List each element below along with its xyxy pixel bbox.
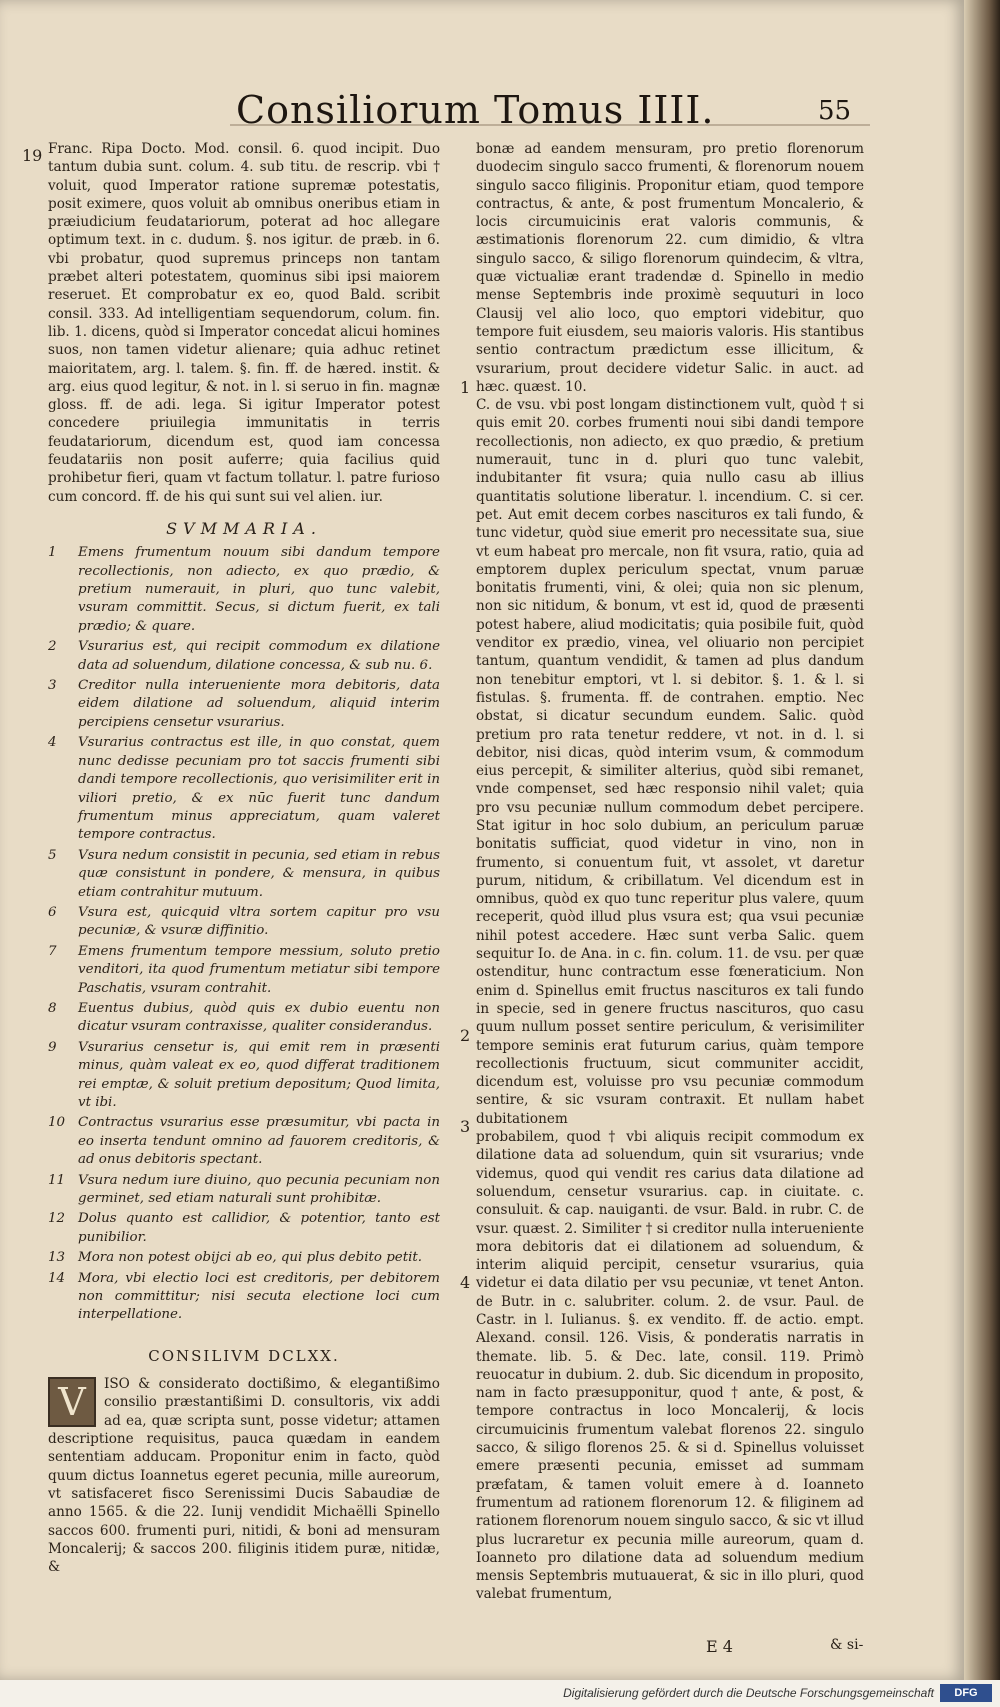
summaria-item [48,734,440,844]
summaria-heading: SVMMARIA. [166,518,322,538]
summaria-item-number: 5 [48,847,57,863]
summaria-item-number: 9 [48,1039,57,1055]
summaria-item [48,1210,440,1247]
summaria-item-text: Vsura nedum consistit in pecunia, sed etiam in rebus quæ consistunt in pondere, & mensura, in quibus etiam contrahitur mutuum. [78,847,440,900]
catchword: & si- [830,1637,864,1653]
summaria-item-text: Dolus quanto est callidior, & potentior, tanto est punibilior. [78,1211,440,1245]
right-paragraph-1: bonæ ad eandem mensuram, pro pretio florenorum duodecim singulo sacco frumenti, & florenorum nouem singulo sacco filiginis. Proponitur etiam, quod tempore contractus, & ante, & post frumentum Moncalerio, & locis circumuicinis erat valoris communis, & æstimationis florenorum 22. cum dimidio, & vltra singulo sacco, & siligo florenorum quindecim, & vltra, quæ victualiæ erant tradendæ d. Spinello in medio mense Septembris inde proximè sequuturi in loco Clausij vel alio loco, quo emptori videbitur, quo tempore fuit eiusdem, seu maioris valoris. His stantibus sentio contractum prædictum esse illicitum, & vsurarium, prout decidere videtur Salic. in auct. ad hæc. quæst. 10. [476,141,864,395]
summaria-item [48,1270,440,1325]
summaria-item-number: 12 [48,1211,66,1227]
summaria-item-number: 13 [48,1250,66,1266]
summaria-item-text: Emens frumentum tempore messium, soluto pretio venditori, ita quod frumentum metiatur sibi tempore Paschatis, vsuram contrahit. [78,943,440,996]
summaria-item-number: 3 [48,678,57,694]
summaria-item [48,638,440,675]
summaria-item-text: Vsurarius est, qui recipit commodum ex dilatione data ad soluendum, dilatione concessa, & sub nu. 6. [78,639,440,673]
margin-number: 1 [460,378,471,397]
summaria-item [48,847,440,902]
summaria-item-number: 14 [48,1270,66,1286]
right-paragraph-2: C. de vsu. vbi post longam distinctionem vult, quòd † si quis emit 20. corbes frumenti noui sibi dandi tempore recollectionis, non adiecto, ex quo prædio, & pretium numerauit, tunc in d. pluri quo tunc valebit, indubitanter fit vsura; quia nullo casu ab illius quantitatis solutione liberatur. l. incendium. C. si cer. pet. Aut emit decem corbes nascituros ex tali fundo, & tunc videtur, quòd siue emerit pro necessitate sua, siue vt eum habeat pro mercale, non fit vsura, ratio, quia ad emptorem duplex periculum spectat, vnum paruæ bonitatis frumenti, vini, & olei; quia non sic plenum, non sic nitidum, & bonum, vt est id, quod de præsenti potest habere, aliud modicitatis; quia posibile fuit, quòd venditor ex prædio, vinea, vel oliuario non percipiet tantum, quantum vendidit, & tamen ad plus dandum non tenebitur emptori, vt l. si debitor. §. 1. & l. si fistulas. §. frumenta. ff. de contrahen. emptio. Nec obstat, si dicatur secundum eundem. Salic. quòd pretium pro rata tenetur reddere, vt not. in d. l. si debitor, nisi dicas, quòd interim vsum, & commodum eius percepit, & similiter alterius, quòd sibi remanet, vnde compenset, sed hæc responsio nihil valet; quia pro vsu pecuniæ nullum commodum debet percipere. Stat igitur in hoc solo dubium, an periculum paruæ bonitatis sufficiat, quod videtur in vino, non in frumento, si conuentum fuit, vt assolet, vt daretur purum, nitidum, & cribillatum. Vel dicendum est in omnibus, quòd ex quo tunc reperitur plus valere, quum receperit, quòd illud plus vsura est; qua vsui pecuniæ nihil potest accedere. Hæc sunt verba Salic. quem sequitur Io. de Ana. in c. fin. colum. 11. de vsu. per quæ ostenditur, hunc contractum esse fœneraticium. Non enim d. Spinellus emit fructus nascituros ex tali fundo in specie, sed in genere fructus nascituros, quo casu quum nullum posset sentire periculum, & verisimiliter tempore seminis erat futurum carius, quàm tempore recollectionis fructuum, sicut communiter accidit, dicendum est, voluisse pro vsu pecuniæ commodum sentire, & sic vsuram contraxit. Et nullam habet dubitationem [476,397,864,1127]
summaria-item [48,1249,440,1267]
summaria-item-number: 6 [48,904,57,920]
summaria-item-number: 8 [48,1000,57,1016]
consilium-text: ISO & considerato doctißimo, & elegantißimo consilio præstantißimi D. consultoris, vix addi ad ea, quæ scripta sunt, posse videtur; attamen descriptione requisitus, pauca quædam in eandem sententiam adducam. Proponitur enim in facto, quòd quum dictus Ioannetus egeret pecunia, mille aureorum, vt satisfaceret fisco Serenissimi Ducis Sabaudiæ de anno 1565. & die 22. Iunij vendidit Michaëlli Spinello saccos 600. frumenti puri, nitidi, & boni ad mensuram Moncalerij; & saccos 200. filiginis itidem puræ, nitidæ, & [48,1376,440,1576]
dropcap-initial: V [48,1377,96,1427]
dfg-logo: DFG [940,1684,992,1702]
margin-number: 19 [22,146,43,165]
left-column [48,140,440,1576]
right-column [476,140,864,1604]
summaria-item-text: Vsurarius contractus est ille, in quo constat, quem nunc dedisse pecuniam pro tot saccis frumenti sibi dandi tempore recollectionis, quo verisimiliter erit in viliori pretio, & ex nūc fuerit tunc dandum frumentum minus appreciatum, quam valeret tempore contractus. [78,735,440,843]
summaria-item-text: Emens frumentum nouum sibi dandum tempore recollectionis, non adiecto, ex quo prædio, & pretium numerauit, in pluri, quo tunc valebit, vsuram committit. Secus, si dictum fuerit, ex tali prædio; & quare. [78,545,440,634]
summaria-item-text: Creditor nulla interueniente mora debitoris, data eidem dilatione ad soluendum, aliquid interim percipiens censetur vsurarius. [78,678,440,730]
summaria-item-number: 7 [48,943,57,959]
summaria-item-text: Euentus dubius, quòd quis ex dubio euentu non dicatur vsuram contraxisse, qualiter considerandus. [78,1000,440,1035]
summaria-item-text: Contractus vsurarius esse præsumitur, vbi pacta in eo inserta tendunt omnino ad fauorem creditoris, & ad onus debitoris spectant. [78,1115,440,1168]
summaria-item-text: Vsurarius censetur is, qui emit rem in præsenti minus, quàm valeat ex eo, quod differat traditionem rei emptæ, & soluit pretium depositum; Quod limita, vt ibi. [78,1039,440,1111]
consilium-body [48,1375,440,1576]
page-number: 55 [818,96,852,126]
summaria-item [48,1172,440,1209]
summaria-item-text: Vsura est, quicquid vltra sortem capitur pro vsu pecuniæ, & vsuræ diffinitio. [78,904,440,939]
summaria-item-text: Mora non potest obijci ab eo, qui plus debito petit. [78,1250,423,1266]
summaria-item [48,943,440,998]
summaria-item-number: 11 [48,1172,66,1188]
summaria-item [48,1114,440,1169]
margin-number: 2 [460,1026,471,1045]
margin-number: 4 [460,1273,471,1292]
summaria-item-number: 4 [48,735,57,751]
digitization-credit: Digitalisierung gefördert durch die Deutsche Forschungsgemeinschaft [563,1686,934,1700]
consilium-heading: CONSILIVM DCLXX. [148,1346,340,1365]
summaria-list [48,544,440,1325]
summaria-item [48,677,440,732]
signature-mark: E 4 [706,1637,733,1656]
summaria-item [48,904,440,941]
summaria-item [48,544,440,636]
summaria-item-text: Vsura nedum iure diuino, quo pecunia pecuniam non germinet, sed etiam naturali sunt prohibitæ. [78,1172,440,1207]
margin-number: 3 [460,1117,471,1136]
summaria-item [48,1000,440,1037]
summaria-item-number: 1 [48,545,57,561]
summaria-item-text: Mora, vbi electio loci est creditoris, per debitorem non committitur; nisi secuta electione loci cum interpellatione. [78,1270,440,1323]
running-title: Consiliorum Tomus IIII. [236,88,715,132]
left-intro-paragraph: Franc. Ripa Docto. Mod. consil. 6. quod incipit. Duo tantum dubia sunt. colum. 4. sub titu. de rescrip. vbi † voluit, quod Imperator ratione supremæ potestatis, posit eximere, quos voluit ab omnibus oneribus etiam in præiudicium feudatariorum, poterat ad hoc allegare optimum text. in c. dudum. §. nos igitur. de præb. in 6. vbi probatur, quod supremus princeps non tantam præbet alteri potestatem, quominus sibi ipsi maiorem reseruet. Et comprobatur ex eo, quod Bald. scribit consil. 333. Ad intelligentiam sequendorum, colum. fin. lib. 1. dicens, quòd si Imperator concedat alicui homines suos, non tamen videtur alienare; quia adhuc retinet maioritatem, arg. l. talem. §. fin. ff. de hæred. instit. & arg. eius quod legitur, & not. in l. si seruo in fin. magnæ gloss. ff. de adi. lega. Si igitur Imperator potest concedere priuilegia immunitatis in terris feudatariorum, dicendum est, quod iam concessa feudatariis non posit auferre; quia facilius quid prohibetur fieri, quam vt factum tollatur. l. patre furioso cum concord. ff. de his qui sunt sui vel alien. iur. [48,141,440,505]
page-edge [964,0,1000,1680]
summaria-item-number: 10 [48,1115,66,1131]
summaria-item-number: 2 [48,639,57,655]
right-paragraph-3: probabilem, quod † vbi aliquis recipit commodum ex dilatione data ad soluendum, quin sit vsurarius; vnde videmus, quod qui vendit res carius data dilatione ad soluendum, censetur vsurarius. cap. in ciuitate. c. consuluit. & cap. nauiganti. de vsur. Bald. in rubr. C. de vsur. quæst. 2. Similiter † si creditor nulla interueniente mora debitoris dat ei dilationem ad soluendum, & interim aliquid percipit, censetur vsurarius, quia videtur ei data dilatio per vsu pecuniæ, vt tenet Anton. de Butr. in c. salubriter. colum. 2. de vsur. Paul. de Castr. in l. Iulianus. §. ex vendito. ff. de actio. empt. Alexand. consil. 126. Visis, & ponderatis narratis in themate. lib. 5. & Dec. late, consil. 119. Primò reuocatur in dubium. 2. dub. Sic dicendum in proposito, nam in facto præsupponitur, quod † ante, & post, & tempore contractus in loco Moncalerij, & locis circumuicinis frumentum valebat florenos 22. singulo sacco, & siligo florenos 25. & si d. Spinellus voluisset emere præsenti pecunia, emisset ad summam præfatam, & tamen voluit emere à d. Ioanneto frumentum ad rationem florenorum 12. & filiginem ad rationem florenorum nouem singulo sacco, & sic vt illud plus lucraretur ex pecunia mille aureorum, quam d. Ioanneto pro dilatione data ad soluendum medium mensis Septembris mutuauerat, & sic in illo pluri, quod valebat frumentum, [476,1129,864,1603]
summaria-item [48,1039,440,1113]
